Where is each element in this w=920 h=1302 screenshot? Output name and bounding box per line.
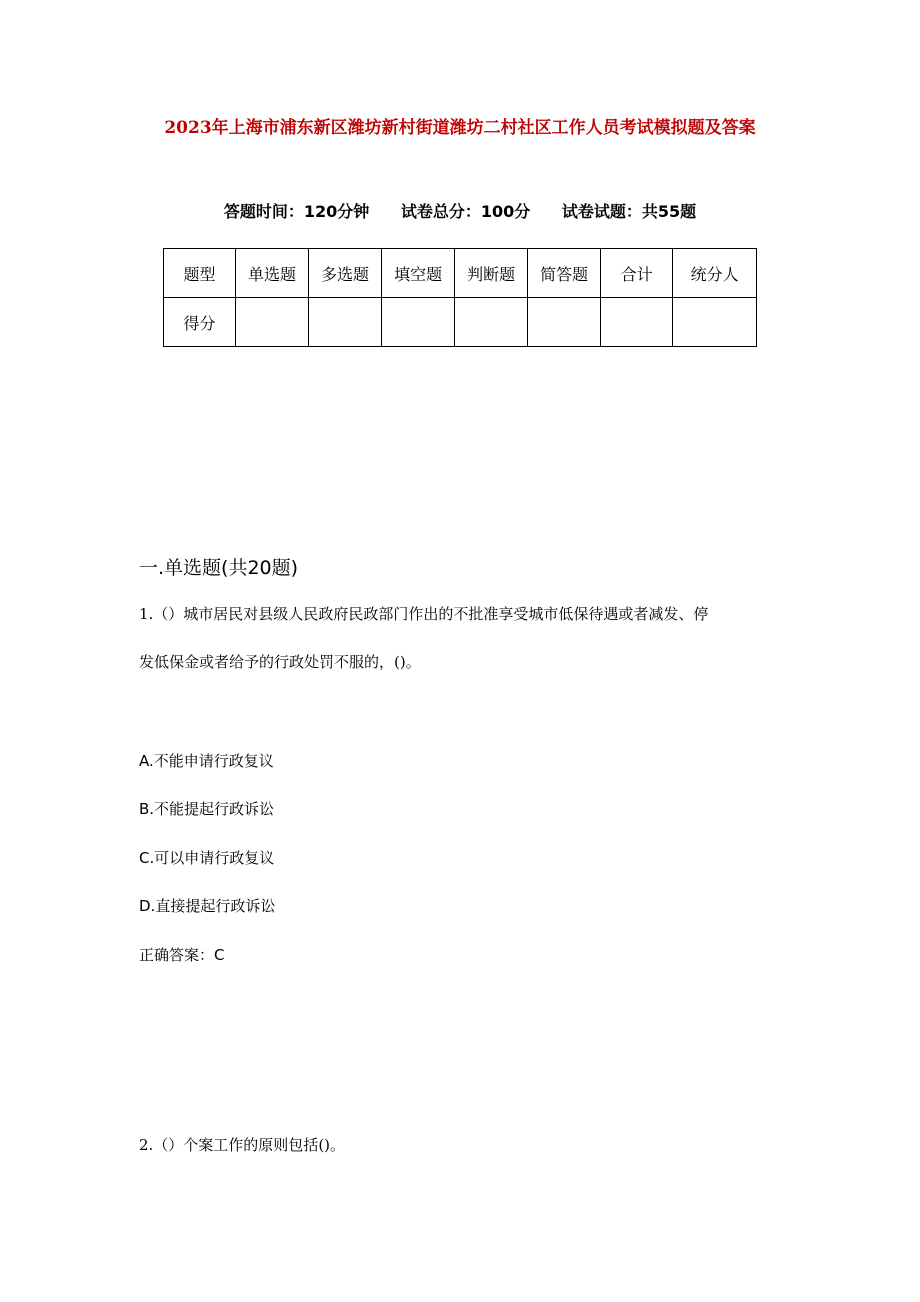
question-2-text: 2.（）个案工作的原则包括()。 [139,1136,346,1154]
question-1-option-b: B.不能提起行政诉讼 [139,800,275,818]
score-cell [601,298,673,347]
score-cell [382,298,455,347]
score-cell [673,298,757,347]
exam-time: 答题时间：120分钟 [223,202,370,221]
header-cell-short-answer: 简答题 [528,249,601,298]
header-cell-multiple-choice: 多选题 [309,249,382,298]
header-cell-fill-blank: 填空题 [382,249,455,298]
score-cell [528,298,601,347]
document-title: 2023年上海市浦东新区潍坊新村街道潍坊二村社区工作人员考试模拟题及答案 [164,118,756,138]
question-1-option-a: A.不能申请行政复议 [139,752,274,770]
question-1-answer: 正确答案：C [139,946,225,964]
header-cell-type: 题型 [164,249,236,298]
score-table-score-row [164,298,757,347]
section-title: 一.单选题(共20题) [139,557,299,579]
score-table [163,248,757,347]
exam-info [0,199,920,222]
question-1-option-d: D.直接提起行政诉讼 [139,897,276,915]
exam-question-count: 试卷试题：共55题 [561,202,697,221]
question-1-text-line-1: 1.（）城市居民对县级人民政府民政部门作出的不批准享受城市低保待遇或者减发、停 [139,605,709,623]
header-cell-single-choice: 单选题 [236,249,309,298]
header-cell-scorer: 统分人 [673,249,757,298]
question-1-text-line-2: 发低保金或者给予的行政处罚不服的，()。 [139,653,421,671]
score-table-header-row [164,249,757,298]
header-cell-true-false: 判断题 [455,249,528,298]
question-1-option-c: C.可以申请行政复议 [139,849,275,867]
header-cell-total: 合计 [601,249,673,298]
score-cell [236,298,309,347]
score-cell [455,298,528,347]
row-label-score: 得分 [164,298,236,347]
score-cell [309,298,382,347]
exam-total-score: 试卷总分：100分 [400,202,531,221]
